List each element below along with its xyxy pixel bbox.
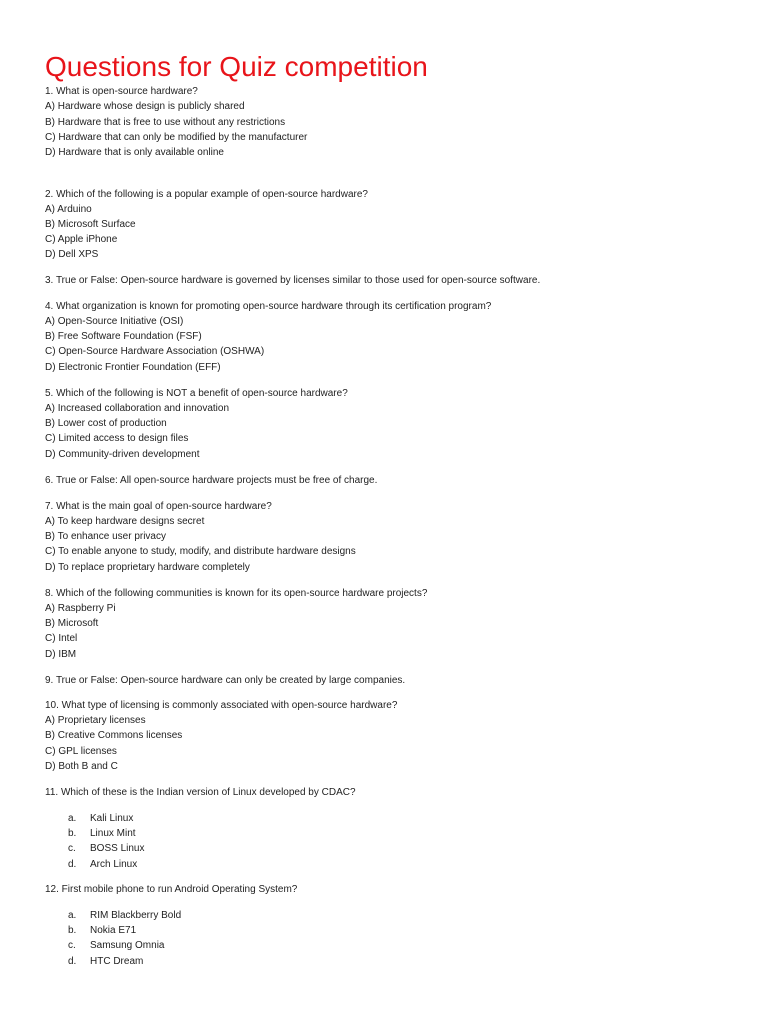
q12-letter-c: c. [68,940,76,951]
q8-option-c: C) Intel [45,633,78,644]
q5-option-c: C) Limited access to design files [45,433,189,444]
q11-letter-c: c. [68,843,76,854]
q1-option-b: B) Hardware that is free to use without any restrictions [45,117,286,128]
q11-option-a: Kali Linux [90,813,134,824]
q4-option-c: C) Open-Source Hardware Association (OSHWA) [45,346,265,357]
q10-option-b: B) Creative Commons licenses [45,730,183,741]
q5-option-a: A) Increased collaboration and innovation [45,403,230,414]
q11-option-d: Arch Linux [90,859,138,870]
q12-letter-b: b. [68,925,77,936]
question-4: 4. What organization is known for promoting open-source hardware through its certification program? [45,301,492,312]
q12-option-d: HTC Dream [90,956,144,967]
q1-option-d: D) Hardware that is only available online [45,147,224,158]
question-9: 9. True or False: Open-source hardware can only be created by large companies. [45,675,406,686]
q8-option-b: B) Microsoft [45,618,99,629]
q7-option-d: D) To replace proprietary hardware completely [45,562,250,573]
q7-option-c: C) To enable anyone to study, modify, and distribute hardware designs [45,546,356,557]
question-12: 12. First mobile phone to run Android Operating System? [45,884,298,895]
q12-letter-a: a. [68,910,77,921]
q11-option-b: Linux Mint [90,828,136,839]
question-3: 3. True or False: Open-source hardware is governed by licenses similar to those used for open-source software. [45,275,541,286]
question-6: 6. True or False: All open-source hardware projects must be free of charge. [45,475,378,486]
q4-option-b: B) Free Software Foundation (FSF) [45,331,202,342]
page-title: Questions for Quiz competition [45,51,428,82]
q10-option-a: A) Proprietary licenses [45,715,146,726]
q4-option-a: A) Open-Source Initiative (OSI) [45,316,184,327]
q8-option-d: D) IBM [45,649,77,660]
q11-letter-a: a. [68,813,77,824]
question-1: 1. What is open-source hardware? [45,86,198,97]
q12-option-c: Samsung Omnia [90,940,165,951]
q4-option-d: D) Electronic Frontier Foundation (EFF) [45,362,221,373]
q7-option-b: B) To enhance user privacy [45,531,166,542]
q12-option-b: Nokia E71 [90,925,137,936]
q10-option-c: C) GPL licenses [45,746,117,757]
question-11: 11. Which of these is the Indian version of Linux developed by CDAC? [45,787,356,798]
q12-option-a: RIM Blackberry Bold [90,910,182,921]
q7-option-a: A) To keep hardware designs secret [45,516,205,527]
q2-option-d: D) Dell XPS [45,249,99,260]
q10-option-d: D) Both B and C [45,761,118,772]
q2-option-a: A) Arduino [45,204,92,215]
question-8: 8. Which of the following communities is known for its open-source hardware projects? [45,588,428,599]
q8-option-a: A) Raspberry Pi [45,603,116,614]
q11-letter-d: d. [68,859,77,870]
q1-option-c: C) Hardware that can only be modified by the manufacturer [45,132,308,143]
q11-option-c: BOSS Linux [90,843,145,854]
q2-option-c: C) Apple iPhone [45,234,118,245]
q1-option-a: A) Hardware whose design is publicly shared [45,101,245,112]
question-2: 2. Which of the following is a popular example of open-source hardware? [45,189,368,200]
question-7: 7. What is the main goal of open-source hardware? [45,501,272,512]
question-10: 10. What type of licensing is commonly associated with open-source hardware? [45,700,398,711]
question-5: 5. Which of the following is NOT a benefit of open-source hardware? [45,388,348,399]
q11-letter-b: b. [68,828,77,839]
q5-option-d: D) Community-driven development [45,449,200,460]
q12-letter-d: d. [68,956,77,967]
q5-option-b: B) Lower cost of production [45,418,167,429]
q2-option-b: B) Microsoft Surface [45,219,136,230]
